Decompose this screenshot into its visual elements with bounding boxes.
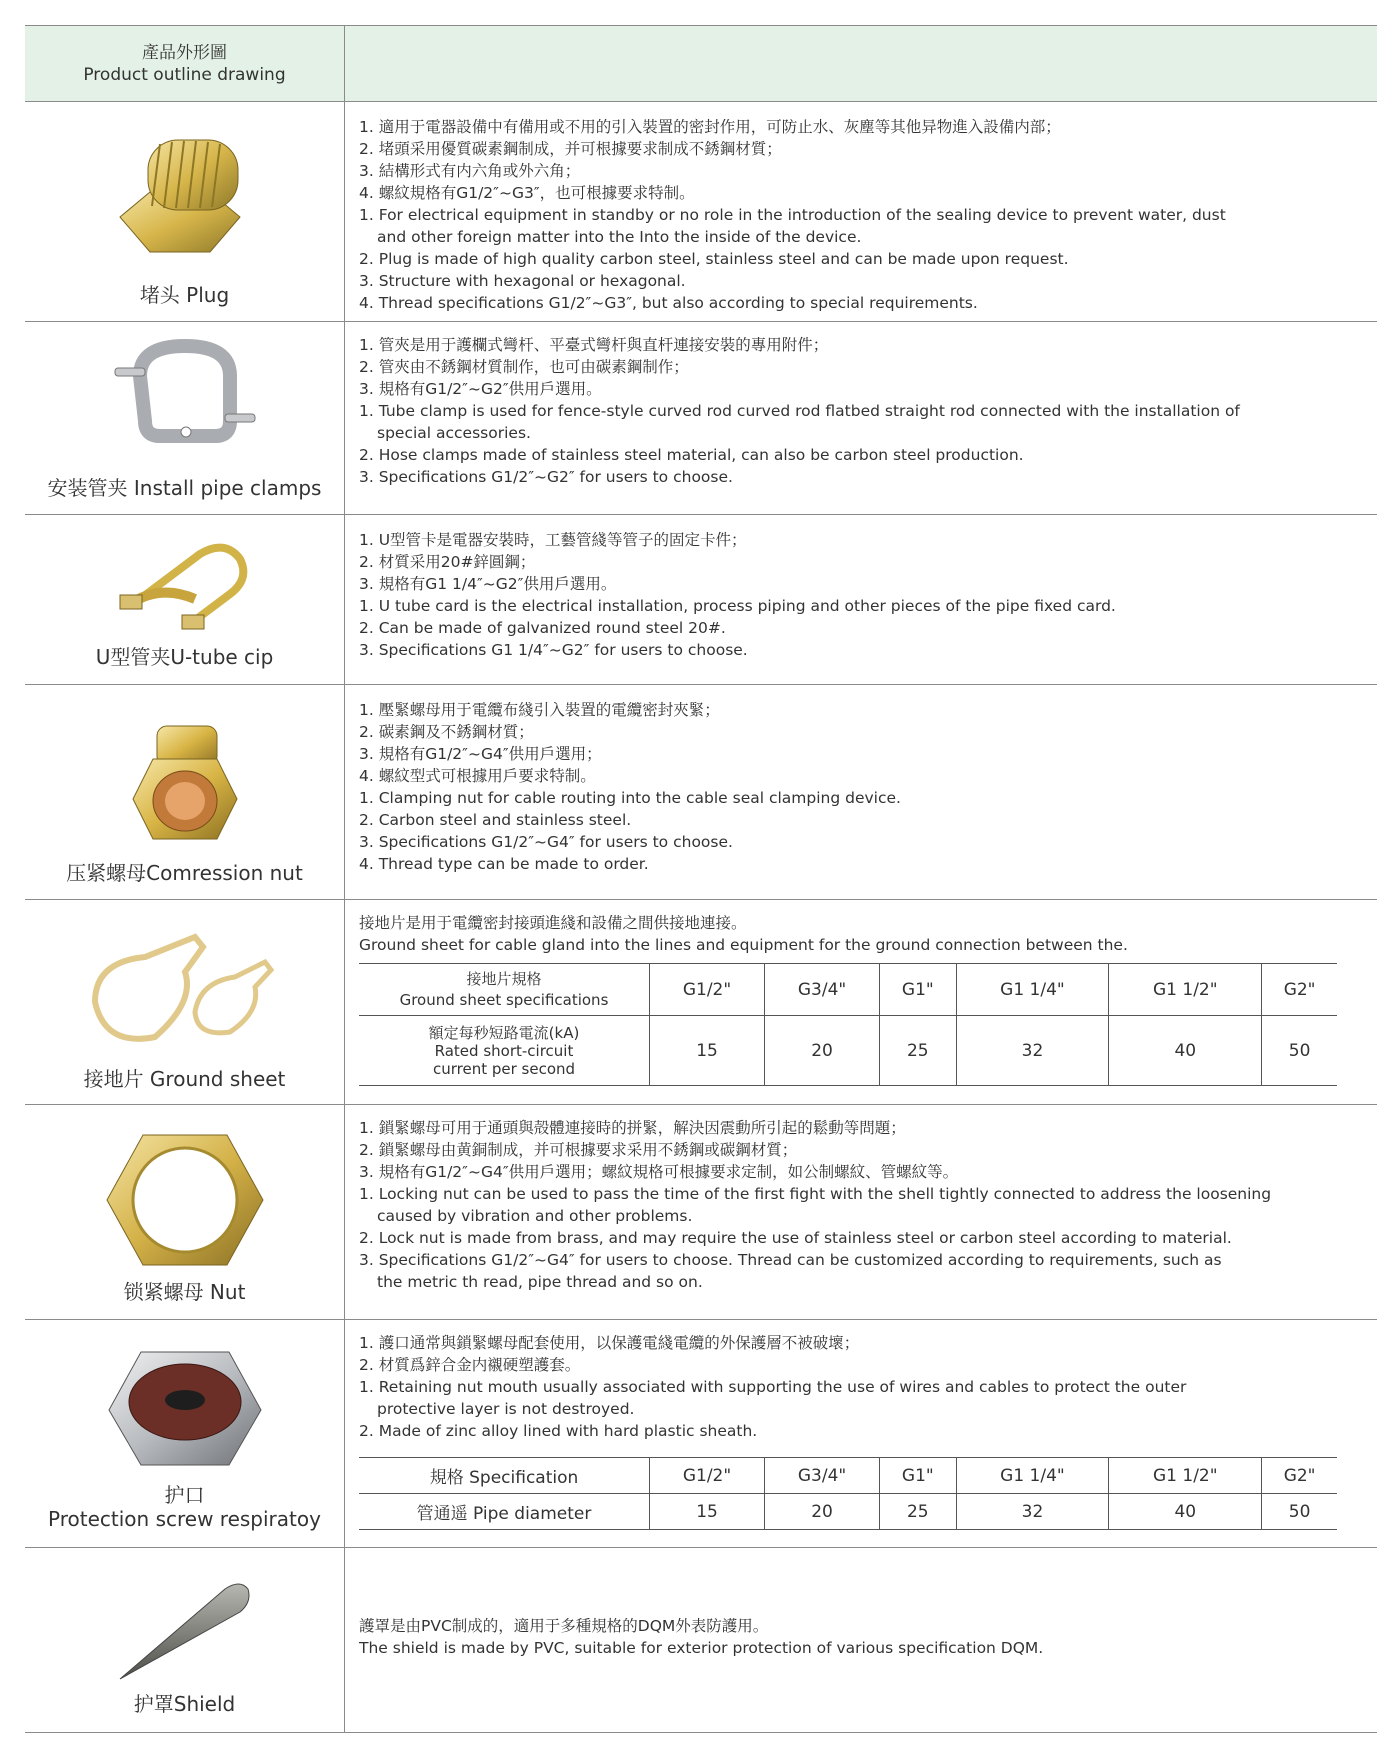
- product-description: [359, 529, 1377, 661]
- protection-spec-table: [359, 1457, 1337, 1530]
- protection-nut-icon: [95, 1340, 275, 1470]
- product-row-ground-sheet: [25, 900, 1377, 1105]
- spec-row-label-line: Rated short-circuit: [434, 1041, 574, 1060]
- product-desc-cell: [345, 102, 1377, 321]
- desc-line: 2. Plug is made of high quality carbon steel, stainless steel and can be made upon request.: [359, 250, 1069, 268]
- spec-value-cell: 20: [765, 1494, 880, 1530]
- product-row-u-tube-clip: [25, 515, 1377, 685]
- spec-value-cell: 20: [765, 1016, 880, 1086]
- product-desc-cell: [345, 1320, 1377, 1547]
- spec-value-cell: 40: [1109, 1016, 1262, 1086]
- spec-head-cell: [359, 964, 650, 1016]
- desc-line: 1. Retaining nut mouth usually associated with supporting the use of wires and cables to protect the outer: [359, 1378, 1187, 1396]
- product-description: [359, 116, 1377, 314]
- desc-line: 護罩是由PVC制成的，適用于多種規格的DQM外表防護用。: [359, 1617, 769, 1635]
- product-description: [359, 1615, 1377, 1659]
- desc-line: special accessories.: [377, 424, 531, 442]
- desc-line: 1. 適用于電器設備中有備用或不用的引入裝置的密封作用，可防止水、灰塵等其他异物進入設備内部；: [359, 118, 1061, 136]
- spec-size-cell: G1/2": [650, 964, 765, 1016]
- product-caption: U型管夹U-tube cip: [95, 645, 274, 669]
- desc-line: 4. 螺紋型式可根據用戶要求特制。: [359, 767, 596, 785]
- desc-line: 2. Made of zinc alloy lined with hard plastic sheath.: [359, 1422, 758, 1440]
- product-image-cell: [25, 1548, 345, 1732]
- desc-line: The shield is made by PVC, suitable for exterior protection of various specification DQM.: [359, 1639, 1044, 1657]
- product-image-cell: [25, 515, 345, 684]
- spec-row-label-line: 額定每秒短路電流(kA): [428, 1023, 580, 1042]
- desc-line: 2. Carbon steel and stainless steel.: [359, 811, 632, 829]
- desc-line: 3. 規格有G1/2″~G2″供用戶選用。: [359, 380, 602, 398]
- desc-line: 1. Tube clamp is used for fence-style curved rod curved rod flatbed straight rod connected with the installation of: [359, 402, 1240, 420]
- desc-line: 3. 規格有G1 1/4″~G2″供用戶選用。: [359, 575, 617, 593]
- spec-row-label-line: current per second: [432, 1059, 576, 1078]
- spec-head-en: Ground sheet specifications: [399, 991, 609, 1009]
- product-caption: 接地片 Ground sheet: [83, 1067, 286, 1091]
- product-desc-cell: [345, 1548, 1377, 1732]
- product-image-cell: [25, 102, 345, 321]
- desc-line: 2. 碳素鋼及不銹鋼材質；: [359, 723, 534, 741]
- shield-icon: [100, 1574, 270, 1684]
- product-row-pipe-clamp: [25, 322, 1377, 515]
- product-caption: Protection screw respiratoy: [48, 1507, 321, 1531]
- spec-value-cell: 50: [1262, 1016, 1337, 1086]
- product-description: [359, 1117, 1377, 1293]
- spec-header-row: [359, 964, 1337, 1016]
- spec-value-cell: 32: [956, 1494, 1109, 1530]
- product-caption: 压紧螺母Comression nut: [66, 861, 303, 885]
- product-desc-cell: [345, 515, 1377, 684]
- spec-value-cell: 15: [650, 1016, 765, 1086]
- product-catalog: [25, 25, 1377, 1733]
- desc-line: caused by vibration and other problems.: [377, 1207, 693, 1225]
- spec-value-cell: 15: [650, 1494, 765, 1530]
- desc-line: 1. 管夾是用于護欄式彎杆、平臺式彎杆與直杆連接安裝的專用附件；: [359, 336, 829, 354]
- desc-line: 1. Locking nut can be used to pass the time of the first fight with the shell tightly connected to address the loosening: [359, 1185, 1272, 1203]
- product-row-protection-nut: [25, 1320, 1377, 1548]
- product-desc-cell: [345, 900, 1377, 1104]
- pipe-clamp-icon: [100, 336, 270, 456]
- product-description: [359, 699, 1377, 875]
- product-caption: 堵头 Plug: [139, 283, 230, 307]
- desc-line: 3. 規格有G1/2″~G4″供用戶選用；螺紋規格可根據要求定制，如公制螺紋、管螺紋等。: [359, 1163, 959, 1181]
- desc-line: 3. Specifications G1/2″~G2″ for users to choose.: [359, 468, 733, 486]
- spec-size-cell: G2": [1262, 1458, 1337, 1494]
- product-row-shield: [25, 1548, 1377, 1733]
- ground-sheet-icon: [85, 932, 285, 1052]
- product-caption: 锁紧螺母 Nut: [123, 1280, 246, 1304]
- product-desc-cell: [345, 1105, 1377, 1319]
- desc-line: 3. Specifications G1/2″~G4″ for users to choose.: [359, 833, 733, 851]
- header-row: [25, 25, 1377, 102]
- product-description: [359, 334, 1377, 488]
- spec-size-cell: G1 1/4": [956, 1458, 1109, 1494]
- product-caption: 护罩Shield: [133, 1692, 236, 1716]
- spec-size-cell: G1 1/4": [956, 964, 1109, 1016]
- spec-head-cn: 接地片規格: [466, 970, 542, 988]
- product-description: [359, 1332, 1377, 1442]
- product-desc-cell: [345, 685, 1377, 899]
- plug-icon: [100, 122, 270, 282]
- spec-size-cell: G3/4": [765, 964, 880, 1016]
- desc-line: 2. Hose clamps made of stainless steel material, can also be carbon steel production.: [359, 446, 1024, 464]
- desc-line: the metric th read, pipe thread and so on.: [377, 1273, 703, 1291]
- header-title-cn: 產品外形圖: [142, 43, 227, 63]
- desc-line: 2. Lock nut is made from brass, and may require the use of stainless steel or carbon steel according to material.: [359, 1229, 1232, 1247]
- spec-size-cell: G1 1/2": [1109, 1458, 1262, 1494]
- desc-line: 1. U型管卡是電器安裝時，工藝管綫等管子的固定卡件；: [359, 531, 747, 549]
- desc-line: 1. 壓緊螺母用于電纜布綫引入裝置的電纜密封夾緊；: [359, 701, 720, 719]
- spec-size-cell: G1": [880, 1458, 956, 1494]
- spec-row-label: [359, 1016, 650, 1086]
- desc-line: 2. 材質爲鋅合金内襯硬塑護套。: [359, 1356, 581, 1374]
- product-desc-cell: [345, 322, 1377, 514]
- product-description: [359, 912, 1377, 956]
- product-row-compression-nut: [25, 685, 1377, 900]
- desc-line: 4. 螺紋規格有G1/2″~G3″，也可根據要求特制。: [359, 184, 695, 202]
- desc-line: and other foreign matter into the Into the inside of the device.: [377, 228, 862, 246]
- lock-nut-icon: [95, 1125, 275, 1275]
- desc-line: 接地片是用于電纜密封接頭進綫和設備之間供接地連接。: [359, 914, 747, 932]
- desc-line: 3. 結構形式有内六角或外六角；: [359, 162, 581, 180]
- desc-line: 3. 規格有G1/2″~G4″供用戶選用；: [359, 745, 602, 763]
- header-blank-cell: [345, 26, 1377, 101]
- desc-line: protective layer is not destroyed.: [377, 1400, 635, 1418]
- desc-line: 1. 鎖緊螺母可用于通頭與殻體連接時的拼緊，解決因震動所引起的鬆動等問題；: [359, 1119, 906, 1137]
- spec-value-row: [359, 1494, 1337, 1530]
- header-cell: [25, 26, 345, 101]
- spec-value-cell: 40: [1109, 1494, 1262, 1530]
- desc-line: 3. Specifications G1/2″~G4″ for users to choose. Thread can be customized according to requirements, such as: [359, 1251, 1222, 1269]
- spec-value-cell: 32: [956, 1016, 1109, 1086]
- spec-head-cell: 規格 Specification: [429, 1468, 579, 1488]
- desc-line: 1. U tube card is the electrical installation, process piping and other pieces of the pipe fixed card.: [359, 597, 1116, 615]
- desc-line: 4. Thread specifications G1/2″~G3″, but also according to special requirements.: [359, 294, 978, 312]
- product-image-cell: [25, 322, 345, 514]
- ground-sheet-spec-table: [359, 963, 1337, 1086]
- spec-value-cell: 25: [880, 1016, 956, 1086]
- desc-line: 3. Specifications G1 1/4″~G2″ for users to choose.: [359, 641, 748, 659]
- desc-line: 2. 鎖緊螺母由黄銅制成，并可根據要求采用不銹鋼或碳鋼材質；: [359, 1141, 798, 1159]
- product-row-lock-nut: [25, 1105, 1377, 1320]
- product-image-cell: [25, 1320, 345, 1547]
- compression-nut-icon: [115, 721, 255, 846]
- spec-size-cell: G1 1/2": [1109, 964, 1262, 1016]
- desc-line: Ground sheet for cable gland into the lines and equipment for the ground connection between the.: [359, 936, 1128, 954]
- desc-line: 3. Structure with hexagonal or hexagonal.: [359, 272, 686, 290]
- u-tube-clip-icon: [100, 529, 270, 639]
- desc-line: 1. Clamping nut for cable routing into the cable seal clamping device.: [359, 789, 901, 807]
- desc-line: 4. Thread type can be made to order.: [359, 855, 649, 873]
- spec-size-cell: G1/2": [650, 1458, 765, 1494]
- spec-row-label: 管通遥 Pipe diameter: [416, 1504, 592, 1524]
- desc-line: 2. 堵頭采用優質碳素鋼制成，并可根據要求制成不銹鋼材質；: [359, 140, 782, 158]
- desc-line: 2. Can be made of galvanized round steel 20#.: [359, 619, 726, 637]
- desc-line: 1. For electrical equipment in standby or no role in the introduction of the sealing device to prevent water, dust: [359, 206, 1226, 224]
- header-title-en: Product outline drawing: [83, 65, 286, 85]
- product-image-cell: [25, 900, 345, 1104]
- spec-value-cell: 25: [880, 1494, 956, 1530]
- desc-line: 1. 護口通常與鎖緊螺母配套使用，以保護電綫電纜的外保護層不被破壞；: [359, 1334, 860, 1352]
- product-image-cell: [25, 685, 345, 899]
- spec-header-row: [359, 1458, 1337, 1494]
- spec-value-cell: 50: [1262, 1494, 1337, 1530]
- spec-value-row: [359, 1016, 1337, 1086]
- spec-size-cell: G1": [880, 964, 956, 1016]
- desc-line: 2. 管夾由不銹鋼材質制作，也可由碳素鋼制作；: [359, 358, 689, 376]
- spec-size-cell: G3/4": [765, 1458, 880, 1494]
- product-row-plug: [25, 102, 1377, 322]
- spec-size-cell: G2": [1262, 964, 1337, 1016]
- desc-line: 2. 材質采用20#鋅圓鋼；: [359, 553, 536, 571]
- product-image-cell: [25, 1105, 345, 1319]
- product-caption-cn: 护口: [164, 1483, 205, 1507]
- product-caption: 安装管夹 Install pipe clamps: [47, 476, 322, 500]
